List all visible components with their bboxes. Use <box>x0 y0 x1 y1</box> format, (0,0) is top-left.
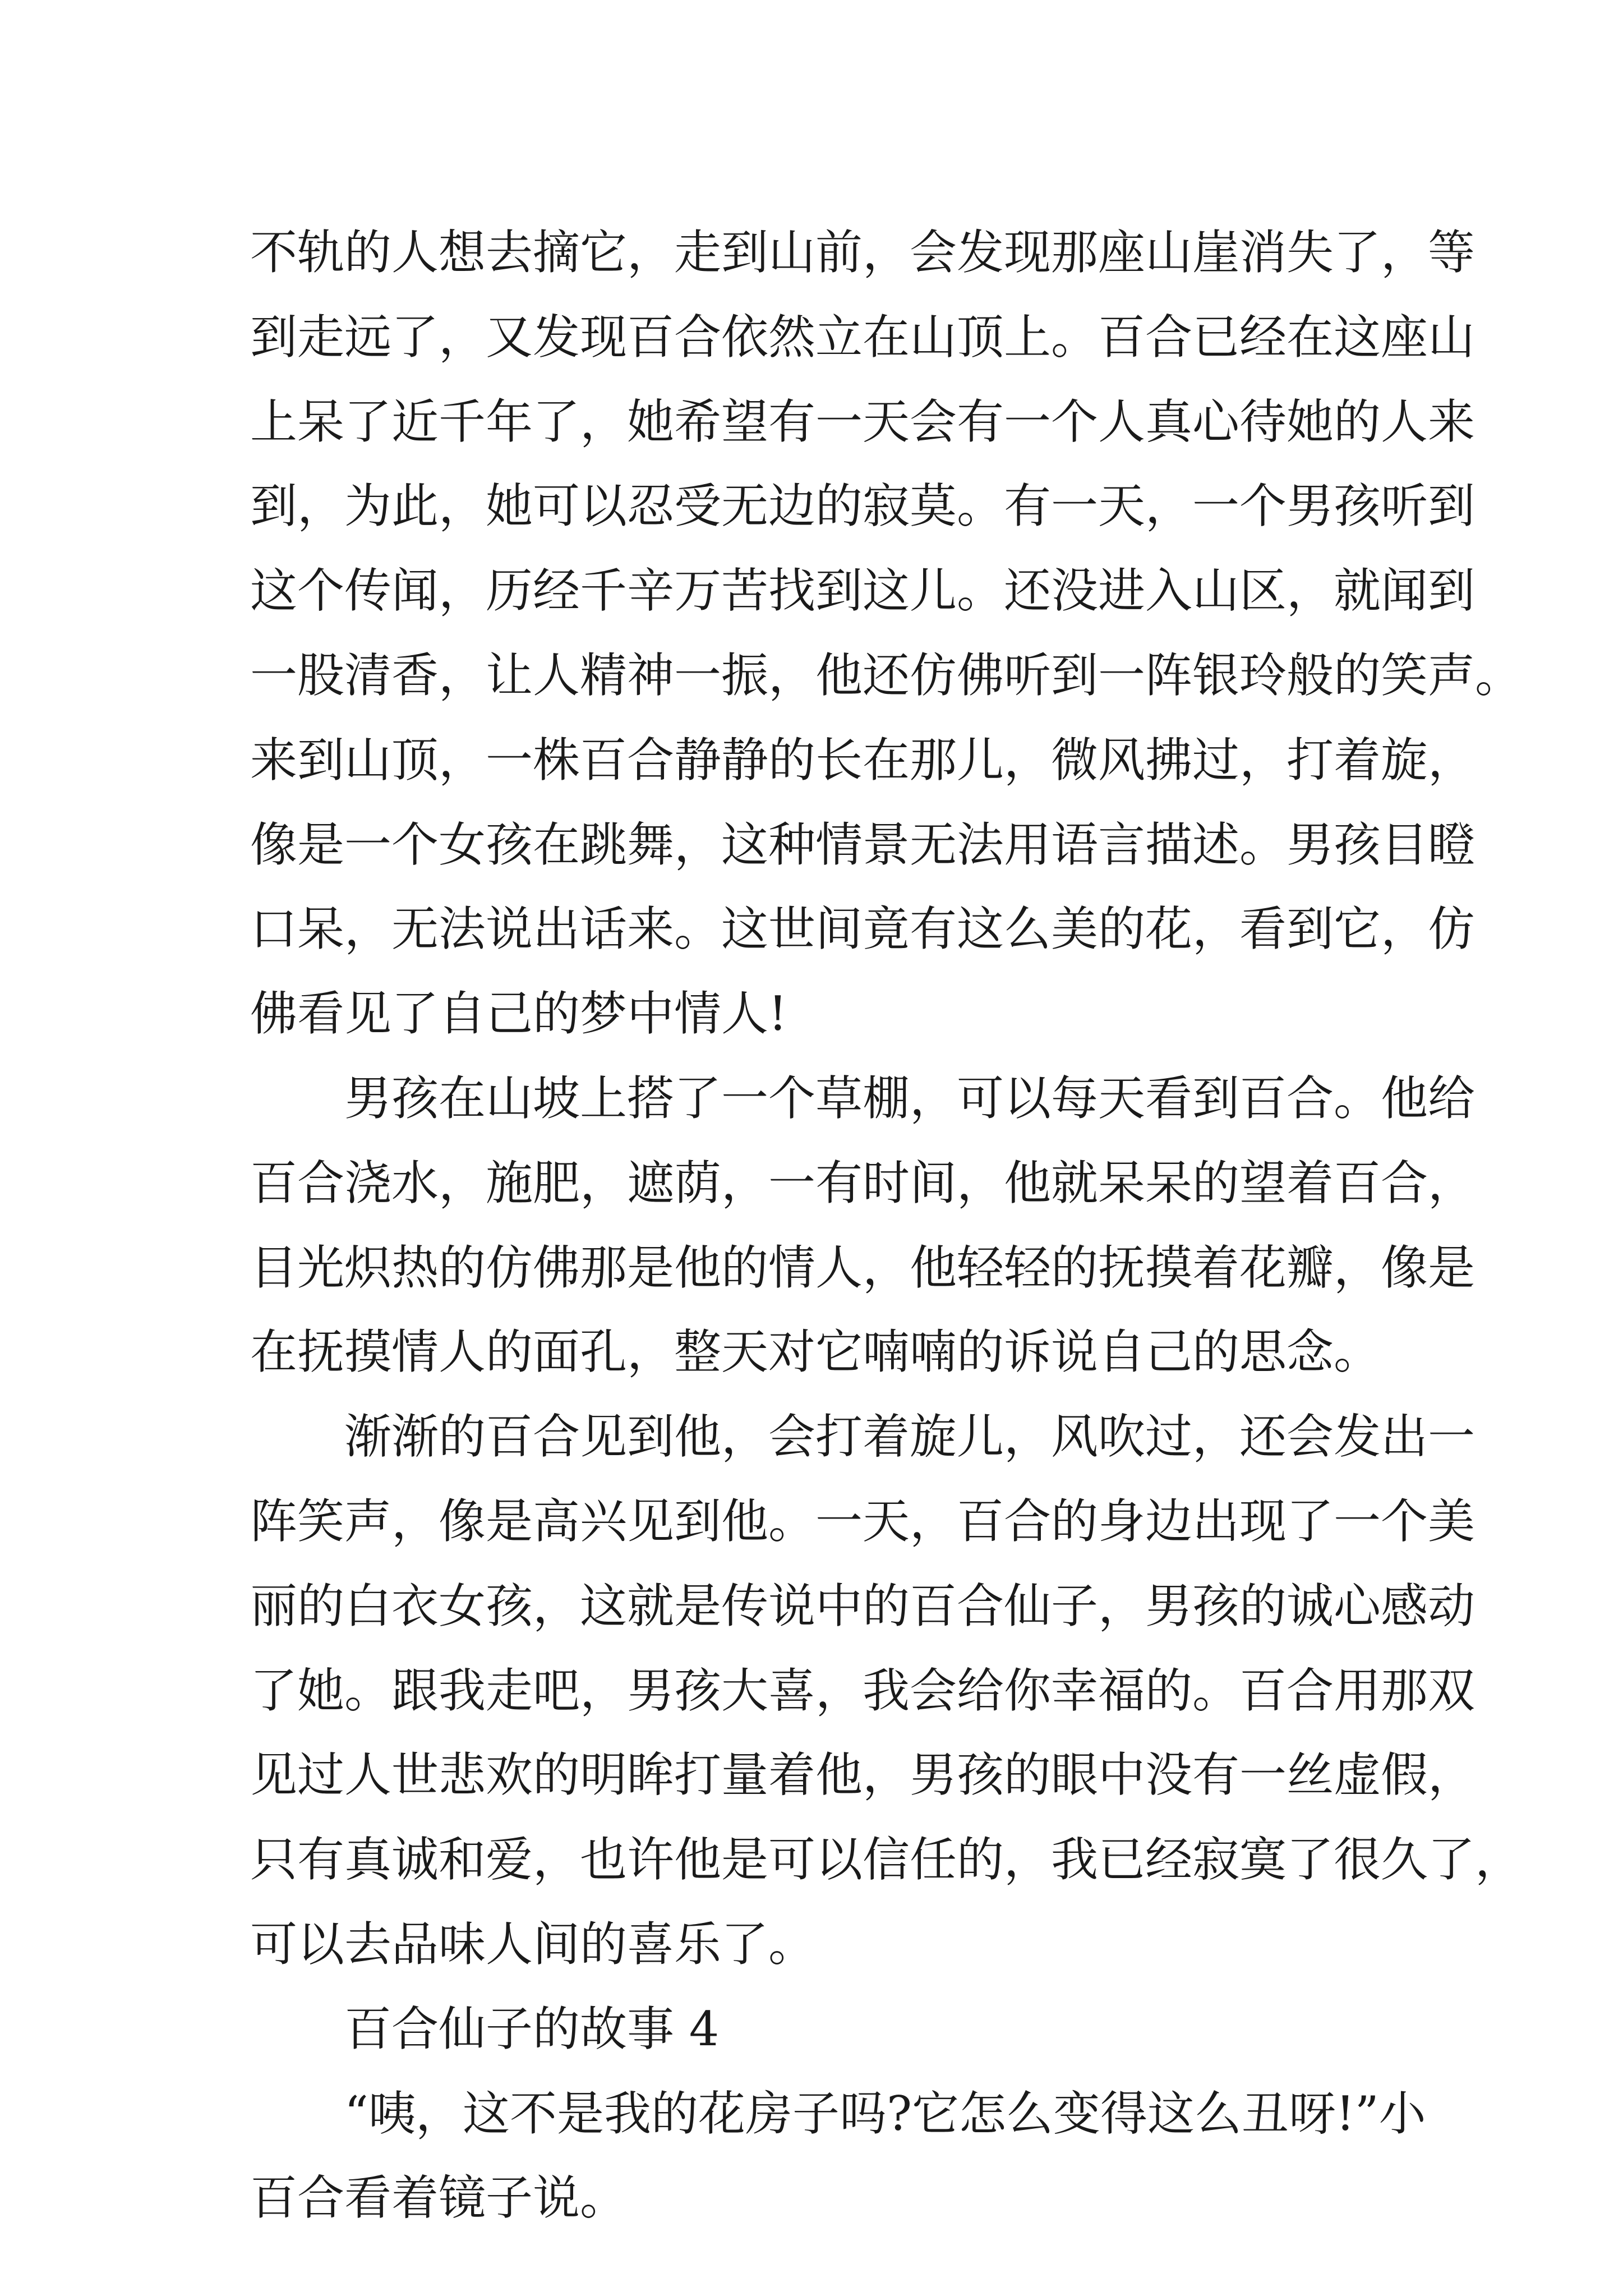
text-line: 这个传闻，历经千辛万苦找到这儿。还没进入山区，就闻到 <box>250 563 1476 619</box>
paragraph-3 <box>250 1395 1523 1987</box>
heading-text: 百合仙子的故事 4 <box>344 2001 720 2056</box>
text-line: 渐渐的百合见到他，会打着旋儿，风吹过，还会发出一 <box>344 1409 1476 1465</box>
text-line: 阵笑声，像是高兴见到他。一天，百合的身边出现了一个美 <box>250 1493 1476 1549</box>
text-line: 佛看见了自己的梦中情人! <box>250 986 787 1042</box>
document-body <box>250 210 1523 2240</box>
text-line: 目光炽热的仿佛那是他的情人，他轻轻的抚摸着花瓣，像是 <box>250 1240 1476 1295</box>
text-line: 了她。跟我走吧，男孩大喜，我会给你幸福的。百合用那双 <box>250 1663 1476 1718</box>
text-line: 百合看着镜子说。 <box>250 2170 628 2226</box>
paragraph-1 <box>250 210 1523 1056</box>
text-line: 口呆，无法说出话来。这世间竟有这么美的花，看到它，仿 <box>250 901 1476 957</box>
text-line: 只有真诚和爱，也许他是可以信任的，我已经寂寞了很久了， <box>250 1832 1523 1888</box>
section-heading <box>250 1987 1377 2072</box>
text-line: 上呆了近千年了，她希望有一天会有一个人真心待她的人来 <box>250 394 1476 449</box>
text-line: 来到山顶，一株百合静静的长在那儿，微风拂过，打着旋， <box>250 732 1476 788</box>
text-line: 在抚摸情人的面孔，整天对它喃喃的诉说自己的思念。 <box>250 1324 1381 1380</box>
paragraph-2 <box>250 1056 1476 1395</box>
text-line: 百合浇水，施肥，遮荫，一有时间，他就呆呆的望着百合， <box>250 1155 1476 1211</box>
text-line: 丽的白衣女孩，这就是传说中的百合仙子，男孩的诚心感动 <box>250 1578 1476 1634</box>
text-line: 到走远了，又发现百合依然立在山顶上。百合已经在这座山 <box>250 309 1476 365</box>
paragraph-4 <box>250 2072 1426 2241</box>
text-line: 见过人世悲欢的明眸打量着他，男孩的眼中没有一丝虚假， <box>250 1747 1476 1803</box>
text-line: 像是一个女孩在跳舞，这种情景无法用语言描述。男孩目瞪 <box>250 817 1476 872</box>
text-line: 不轨的人想去摘它，走到山前，会发现那座山崖消失了，等 <box>250 225 1476 280</box>
text-line: 可以去品味人间的喜乐了。 <box>250 1916 816 1972</box>
text-line: 一股清香，让人精神一振，他还仿佛听到一阵银玲般的笑声。 <box>250 647 1523 703</box>
text-line: 男孩在山坡上搭了一个草棚，可以每天看到百合。他给 <box>344 1070 1476 1126</box>
text-line: “咦，这不是我的花房子吗?它怎么变得这么丑呀!”小 <box>344 2086 1426 2141</box>
text-line: 到，为此，她可以忍受无边的寂莫。有一天，一个男孩听到 <box>250 478 1476 534</box>
